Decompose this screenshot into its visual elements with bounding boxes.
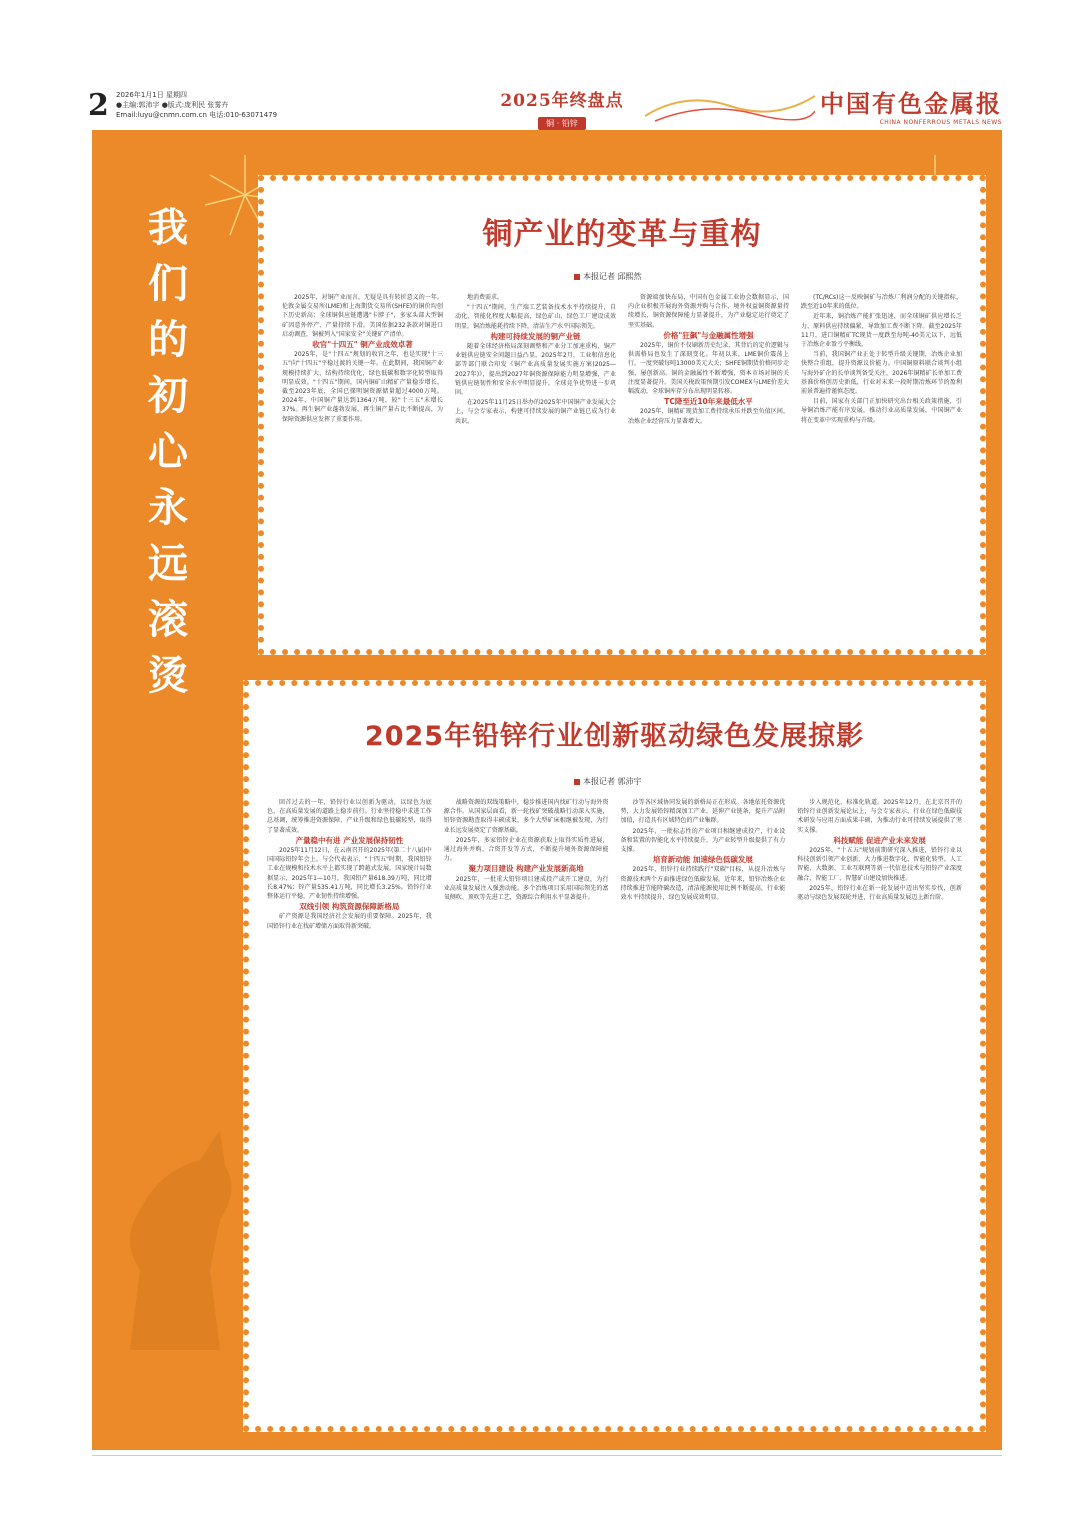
article-title: 铜产业的变革与重构 [482,217,762,252]
paragraph: 2025年，铅锌行业持续践行"双碳"目标，从提升冶炼与资源技术两个方面推进绿色低碳发展。近年来，铅锌冶炼企业持续推进节能降碳改造，清洁能源使用比例不断提高，行业能效水平持续提升，绿色发展成效明显。 [620,866,786,902]
contact-info: Email:luyu@cnmn.com.cn 电话:010-63071479 [116,111,278,119]
byline-text: 本报记者 邱熙然 [583,272,642,281]
article-column-1 [267,798,432,1408]
paragraph: 2025年，铜精矿现货加工费持续承压并跌至负值区间，冶炼企业经营压力显著增大。 [628,408,789,425]
lantern-decoration-icon [645,86,815,126]
section-heading: 聚力项目建设 构建产业发展新高地 [468,864,584,874]
issue-meta [116,90,277,120]
section-heading: 收官"十四五" 铜产业成效卓著 [312,340,413,350]
article-column-4 [797,798,962,1408]
paragraph: 当前，我国铜产业正处于转型升级关键期，冶炼企业加快整合重组，提升资源议价能力。中国铜原料联合谈判小组与海外矿企的长单谈判备受关注，2026年铜精矿长单加工费基准价格创历史新低，行业对未来一段时期冶炼环节的盈利前景普遍持谨慎态度。 [801,351,962,396]
paragraph: 地消费需求。 [467,294,504,301]
masthead [0,0,1080,130]
byline-text: 本报记者 郭沛宇 [583,777,642,786]
issue-date: 2026年1月1日 星期四 [116,91,187,99]
paragraph: 资源端加快布局，中国有色金属工业协会数据显示，国内企业积极开展海外资源并购与合作，境外权益铜资源量持续增长，铜资源保障能力显著提升，为产业稳定运行奠定了坚实基础。 [628,294,789,329]
paragraph: 2025年，"十五五"规划前期研究深入推进，铅锌行业以科技创新引领产业创新，大力推进数字化、智能化转型。人工智能、大数据、工业互联网等新一代信息技术与铅锌产业深度融合，智能工厂、智慧矿山建设加快推进。 [797,847,962,882]
article-byline [574,271,642,282]
byline-marker-icon [574,779,580,785]
paragraph: 2025年，一批标志性的产业项目相继建成投产，行业设备和装置的智能化水平持续提升，为产业转型升级提供了有力支撑。 [620,827,786,854]
article-column-2 [444,798,609,1408]
article-leadzinc-panel [243,680,986,1432]
article-columns [282,293,962,643]
topic-subtitle: 铜 · 铅锌 [538,117,586,130]
paragraph: 沙等各区域协同发展的新格局正在形成。各地依托资源优势，大力发展铅锌精深加工产业，延伸产业链条，提升产品附加值，打造具有区域特色的产业集群。 [620,799,786,825]
paragraph: 2025年，对铜产业而言，无疑是具有转折意义的一年。伦敦金属交易所(LME)和上海期货交易所(SHFE)的铜价均创下历史新高；全球铜供应链遭遇"卡脖子"，多家头部大型铜矿因意外停产、产量持续下滑。美国依据232条款对铜进口启动调查，铜被列入"国家安全"关键矿产清单。 [282,294,443,338]
article-byline [574,776,642,787]
editor-credits: ●主编:郭沛宇 ●版式:庞利民 张雾卉 [116,101,229,109]
paragraph: 随着全球经济格局深刻调整和产业分工加速重构，铜产业链供应链安全问题日益凸显。2025年2月，工业和信息化部等部门联合印发《铜产业高质量发展实施方案(2025—2027年)》，提出到2027年铜资源保障能力明显增强，产业链供应链韧性和安全水平明显提升，全球竞争优势进一步巩固。 [455,343,616,397]
article-copy-panel [258,175,986,655]
article-title: 2025年铅锌行业创新驱动绿色发展掠影 [364,721,865,752]
newspaper-logo [820,84,1002,126]
article-columns [267,798,962,1408]
paragraph: 2025年，一批重大铅锌项目建成投产或开工建设，为行业高质量发展注入强劲动能。多个冶炼项目采用国际领先的富氧侧吹、顶吹等先进工艺，资源综合利用水平显著提升。 [443,875,609,902]
article-column-4 [801,293,962,643]
paragraph: 2025年，是"十四五"规划的收官之年，也是实现"十三五"向"十四五"平稳过渡的关键一年。在此期间，我国铜产业规模持续扩大，结构持续优化，绿色低碳和数字化转型取得明显成效。"十四五"期间，国内铜矿山精矿产量稳步增长，截至2023年底，全国已探明铜资源储量超过4000万吨。2024年，中国铜产量达到1364万吨，较"十三五"末增长37%。再生铜产业蓬勃发展，再生铜产量占比不断提高，为保障资源供应发挥了重要作用。 [282,351,443,423]
horse-icon [100,1120,250,1360]
newspaper-english-name: CHINA NONFERROUS METALS NEWS [879,119,1002,126]
topic-title: 2025年终盘点 [500,91,624,111]
article-column-3 [621,798,786,1408]
paragraph: 2025年，铅锌行业在新一轮发展中迈出坚实步伐，创新驱动与绿色发展双轮并进，行业高质量发展迈上新台阶。 [797,884,962,902]
article-column-2 [455,293,616,643]
newspaper-name: 中国有色金属报 [820,89,1002,118]
section-heading: 产量稳中有进 产业发展保持韧性 [295,835,404,845]
paragraph: 目前，国家有关部门正加快研究出台相关政策措施，引导铜冶炼产能有序发展，推动行业高质量发展，中国铜产业将在变革中实现重构与升级。 [801,398,962,424]
paragraph: "十四五"期间，生产端工艺装备技术水平持续提升，自动化、智能化程度大幅提高，绿色矿山、绿色工厂建设成效明显，铜冶炼能耗持续下降，清洁生产水平国际领先。 [455,304,616,330]
paragraph: 在2025年11月25日举办的2025年中国铜产业发展大会上，与会专家表示，构建可持续发展的铜产业链已成为行业共识。 [455,399,616,425]
section-heading: 价格"狂飙"与金融属性增强 [663,330,754,340]
section-heading: TC降至近10年来最低水平 [664,397,753,407]
section-heading: 培育新动能 加速绿色低碳发展 [652,855,753,865]
page-number: 2 [88,88,109,123]
paragraph: 2025年，多家铅锌企业在资源获取上取得实质性进展，通过海外并购、合资开发等方式，不断提升境外资源保障能力。 [443,836,609,863]
paragraph: 回首过去的一年，铅锌行业以创新为驱动，以绿色为底色，在高质量发展的道路上稳步前行。行业坚持稳中求进工作总基调，统筹推进资源保障、产业升级和绿色低碳转型，取得了显著成效。 [267,799,432,834]
paragraph: (TC/RCs)这一反映铜矿与冶炼厂利润分配的关键指标，跌至近10年来的低位。 [801,294,962,311]
paragraph: 矿产资源是我国经济社会发展的重要保障。2025年，我国铅锌行业在找矿增储方面取得新突破。 [267,913,432,930]
paragraph: 近年来，铜冶炼产能扩张迅速，而全球铜矿供应增长乏力，原料供应持续偏紧，导致加工费不断下降。截至2025年11月，进口铜精矿TC现货一度跌至每吨-40美元以下，远低于冶炼企业盈亏平衡线。 [801,313,962,349]
paragraph: 步入规范化、标准化轨道。2025年12月，在北京召开的铅锌行业创新发展论坛上，与会专家表示，行业在绿色低碳技术研发与应用方面成果丰硕，为推动行业可持续发展提供了坚实支撑。 [797,799,962,834]
section-heading: 构建可持续发展的铜产业链 [490,331,581,341]
paragraph: 2025年，铜价不仅刷新历史纪录，其背后的定价逻辑与供需格局也发生了深刻变化。年初以来，LME铜价震荡上行，一度突破每吨13000美元大关；SHFE铜期货价格同步走强，屡创新高。铜的金融属性不断增强，资本市场对铜的关注度显著提升。美国关税政策预期引发COMEX与LME价差大幅波动，全球铜库存分布出现明显转移。 [628,342,789,396]
section-topic [482,86,642,130]
side-slogan: 我们的初心永远滚烫 [148,204,188,699]
paragraph: 2025年11月12日，在云南召开的2025年(第二十八届)中国国际铅锌年会上，与会代表表示，"十四五"时期，我国铅锌工业在规模和技术水平上都实现了跨越式发展。国家统计局数据显示，2025年1—10月，我国铅产量618.39万吨，同比增长8.47%；锌产量535.41万吨，同比增长3.25%。铅锌行业整体运行平稳，产业韧性持续增强。 [267,847,432,901]
article-column-3 [628,293,789,643]
footer-divider [92,1455,1002,1456]
paragraph: 战略资源的双线策略中，稳步推进国内找矿行动与海外资源合作。从国家层面看，新一轮找矿突破战略行动深入实施，铅锌资源勘查取得丰硕成果，多个大型矿床相继被发现，为行业长远发展奠定了资源基础。 [443,799,609,834]
byline-marker-icon [574,274,580,280]
section-heading: 双线引领 构筑资源保障新格局 [299,902,400,912]
section-heading: 科技赋能 促进产业未来发展 [833,835,926,845]
article-column-1 [282,293,443,643]
